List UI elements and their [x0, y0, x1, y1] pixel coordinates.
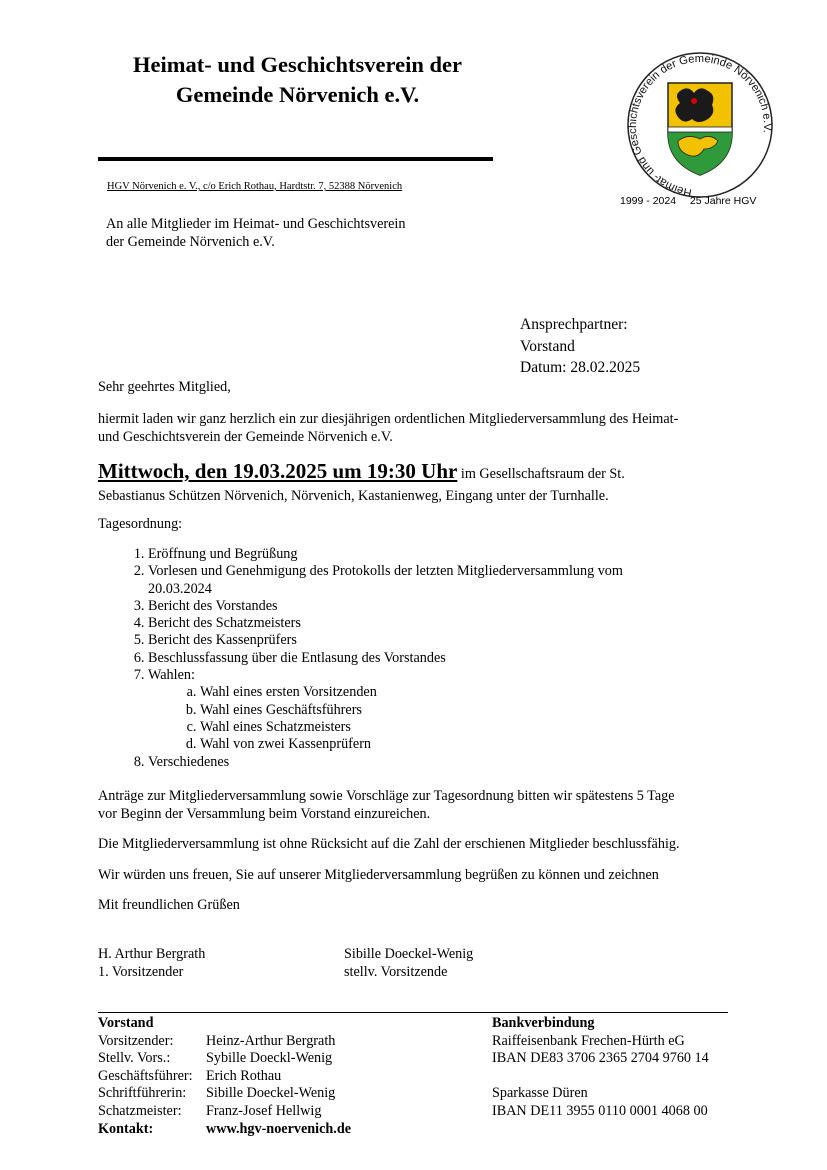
motions-paragraph	[98, 787, 675, 823]
signature-role: 1. Vorsitzender	[98, 964, 184, 980]
motions-line-2: vor Beginn der Versammlung beim Vorstand einzureichen.	[98, 806, 431, 822]
board-row	[98, 1068, 351, 1086]
quorum-paragraph: Die Mitgliederversammlung ist ohne Rücksicht auf die Zahl der erschienen Mitglieder beschlussfähig.	[98, 836, 680, 852]
board-label: Schriftführerin:	[98, 1085, 187, 1102]
board-value: Sibille Doeckel-Wenig	[206, 1085, 336, 1102]
bank1-iban: IBAN DE83 3706 2365 2704 9760 14	[492, 1050, 709, 1067]
bank2-name: Sparkasse Düren	[492, 1085, 588, 1102]
motions-line-1: Anträge zur Mitgliederversammlung sowie Vorschläge zur Tagesordnung bitten wir spätestens 5 Tage	[98, 788, 675, 804]
website-link[interactable]: www.hgv-noervenich.de	[206, 1120, 352, 1137]
location-line-2: Sebastianus Schützen Nörvenich, Nörvenich, Kastanienweg, Eingang unter der Turnhalle.	[98, 488, 609, 504]
signature-role: stellv. Vorsitzende	[344, 964, 448, 980]
coat-of-arms-icon	[668, 83, 732, 175]
footer-rule	[98, 1012, 728, 1013]
election-item: a. Wahl eines ersten Vorsitzenden	[200, 684, 748, 701]
contact-name: Vorstand	[520, 337, 575, 355]
meeting-paragraph	[98, 458, 625, 505]
footer-board	[98, 1015, 351, 1138]
signature-deputy	[344, 945, 473, 981]
elections-sublist	[148, 684, 748, 753]
agenda-heading: Tagesordnung:	[98, 516, 183, 532]
board-row	[98, 1033, 351, 1051]
agenda-item: 8. Verschiedenes	[148, 754, 748, 771]
intro-line-2: und Geschichtsverein der Gemeinde Nörvenich e.V.	[98, 429, 393, 445]
closing-sentence: Wir würden uns freuen, Sie auf unserer Mitgliederversammlung begrüßen zu können und zeichnen	[98, 867, 659, 883]
agenda-item: 1. Eröffnung und Begrüßung	[148, 546, 748, 563]
header-rule	[98, 157, 493, 161]
anniversary-seal	[620, 45, 780, 210]
signature-name: Sibille Doeckel-Wenig	[344, 946, 474, 962]
footer-bank	[492, 1015, 709, 1121]
intro-line-1: hiermit laden wir ganz herzlich ein zur diesjährigen ordentlichen Mitgliederversammlung des Heimat-	[98, 411, 679, 427]
agenda-item: 5. Bericht des Kassenprüfers	[148, 632, 748, 649]
election-item: b. Wahl eines Geschäftsführers	[200, 702, 748, 719]
agenda-item-label: Wahlen:	[148, 667, 195, 684]
contact-footer-label: Kontakt:	[98, 1120, 154, 1137]
title-line-1: Heimat- und Geschichtsverein der	[133, 52, 462, 77]
contact-label: Ansprechpartner:	[520, 316, 628, 333]
agenda-item: 2. Vorlesen und Genehmigung des Protokolls der letzten Mitgliederversammlung vom 20.03.2024	[148, 563, 678, 598]
board-label: Geschäftsführer:	[98, 1067, 193, 1084]
election-item: c. Wahl eines Schatzmeisters	[200, 719, 748, 736]
title-line-2: Gemeinde Nörvenich e.V.	[175, 82, 420, 107]
recipient-line-2: der Gemeinde Nörvenich e.V.	[106, 234, 275, 250]
recipient-line-1: An alle Mitglieder im Heimat- und Geschichtsverein	[106, 216, 406, 232]
board-value: Sybille Doeckl-Wenig	[206, 1050, 333, 1067]
letterhead-title	[60, 50, 535, 110]
seal-caption	[620, 195, 756, 207]
seal-years: 1999 - 2024	[620, 195, 677, 207]
agenda-item: 3. Bericht des Vorstandes	[148, 598, 748, 615]
board-label: Schatzmeister:	[98, 1102, 182, 1119]
bank1-name: Raiffeisenbank Frechen-Hürth eG	[492, 1032, 685, 1049]
board-row	[98, 1085, 351, 1103]
letter-date: Datum: 28.02.2025	[520, 359, 641, 376]
bank-heading: Bankverbindung	[492, 1015, 595, 1031]
agenda-item: 4. Bericht des Schatzmeisters	[148, 615, 748, 632]
salutation: Sehr geehrtes Mitglied,	[98, 379, 231, 395]
recipient-block	[106, 215, 405, 251]
location-line-1: im Gesellschaftsraum der St.	[457, 466, 625, 482]
signature-chairman	[98, 945, 205, 981]
board-label: Stellv. Vors.:	[98, 1050, 171, 1067]
agenda-item-elections	[148, 667, 748, 753]
board-label: Vorsitzender:	[98, 1032, 174, 1049]
board-heading: Vorstand	[98, 1015, 154, 1031]
sender-address-line: HGV Nörvenich e. V., c/o Erich Rothau, Hardtstr. 7, 52388 Nörvenich	[107, 181, 403, 192]
seal-emblem	[620, 45, 780, 210]
contact-block	[520, 314, 640, 379]
seal-anniversary: 25 Jahre HGV	[689, 195, 757, 207]
board-value: Erich Rothau	[206, 1067, 282, 1084]
closing-greeting: Mit freundlichen Grüßen	[98, 897, 240, 913]
board-value: Heinz-Arthur Bergrath	[206, 1032, 336, 1049]
meeting-date: Mittwoch, den 19.03.2025 um 19:30 Uhr	[98, 459, 458, 483]
board-row	[98, 1050, 351, 1068]
board-row	[98, 1103, 351, 1121]
signature-name: H. Arthur Bergrath	[98, 946, 206, 962]
agenda-item: 6. Beschlussfassung über die Entlasung des Vorstandes	[148, 650, 748, 667]
contact-row	[98, 1121, 351, 1139]
board-value: Franz-Josef Hellwig	[206, 1102, 322, 1119]
intro-paragraph	[98, 410, 678, 446]
agenda-list	[100, 546, 748, 771]
seal-ring-text: Heimat- und Geschichtsverein der Gemeinde Nörvenich e.V.	[626, 52, 774, 199]
election-item: d. Wahl von zwei Kassenprüfern	[200, 736, 748, 753]
bank2-iban: IBAN DE11 3955 0110 0001 4068 00	[492, 1102, 708, 1119]
